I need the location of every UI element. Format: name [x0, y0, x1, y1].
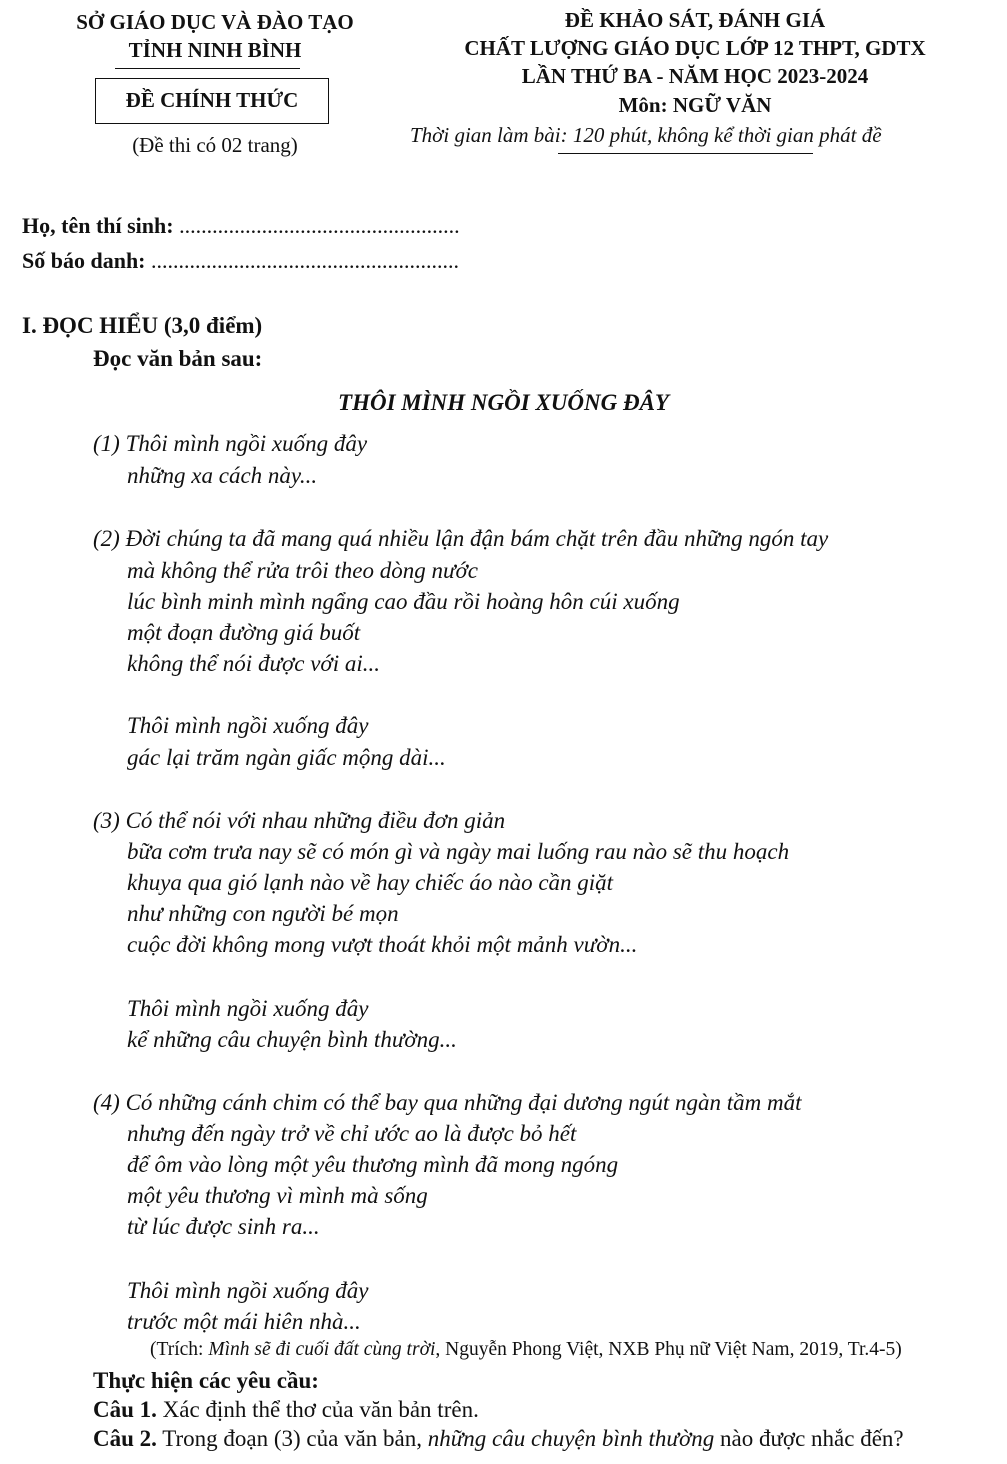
- candidate-name-field[interactable]: ...................................................: [179, 213, 460, 238]
- source-citation: [150, 1339, 902, 1361]
- reading-instruction: Đọc văn bản sau:: [93, 346, 263, 371]
- poem-line: (3) Có thể nói với nhau những điều đơn giản: [93, 808, 506, 833]
- poem-line: cuộc đời không mong vượt thoát khỏi một mảnh vườn...: [127, 932, 638, 957]
- section-heading: I. ĐỌC HIỂU (3,0 điểm): [22, 313, 263, 338]
- poem-line: gác lại trăm ngàn giấc mộng dài...: [127, 745, 446, 770]
- official-exam-box: [95, 78, 329, 124]
- poem-line: từ lúc được sinh ra...: [127, 1214, 320, 1239]
- poem-refrain: Thôi mình ngồi xuống đây: [127, 1278, 369, 1303]
- poem-line: một yêu thương vì mình mà sống: [127, 1183, 428, 1208]
- header-right-underline: [558, 153, 813, 154]
- poem-title: THÔI MÌNH NGỒI XUỐNG ĐÂY: [338, 390, 669, 415]
- poem-refrain: Thôi mình ngồi xuống đây: [127, 996, 369, 1021]
- candidate-id-field[interactable]: ........................................................: [151, 248, 460, 273]
- question-2-emphasis: những câu chuyện bình thường: [427, 1426, 715, 1451]
- question-2-label: Câu 2.: [93, 1426, 157, 1451]
- exam-subject: Môn: NGỮ VĂN: [618, 93, 772, 117]
- candidate-id-label: Số báo danh:: [22, 248, 152, 273]
- citation-prefix: (Trích:: [150, 1339, 209, 1360]
- poem-line: (2) Đời chúng ta đã mang quá nhiều lận đận bám chặt trên đầu những ngón tay: [93, 526, 829, 551]
- pages-note: (Đề thi có 02 trang): [132, 133, 298, 157]
- candidate-name-label: Họ, tên thí sinh:: [22, 213, 180, 238]
- citation-book-title: Mình sẽ đi cuối đất cùng trời: [208, 1339, 436, 1360]
- question-2-text: Trong đoạn (3) của văn bản,: [156, 1426, 428, 1451]
- exam-title: ĐỀ KHẢO SÁT, ĐÁNH GIÁ: [564, 8, 826, 32]
- question-1-label: Câu 1.: [93, 1397, 157, 1422]
- citation-details: , Nguyễn Phong Việt, NXB Phụ nữ Việt Nam, 2019, Tr.4-5): [435, 1339, 902, 1360]
- candidate-id-row: [22, 248, 459, 274]
- poem-line: để ôm vào lòng một yêu thương mình đã mong ngóng: [127, 1152, 619, 1177]
- poem-line: như những con người bé mọn: [127, 901, 399, 926]
- official-exam-label: ĐỀ CHÍNH THỨC: [125, 88, 299, 112]
- exam-scope: CHẤT LƯỢNG GIÁO DỤC LỚP 12 THPT, GDTX: [464, 36, 926, 60]
- poem-line: một đoạn đường giá buốt: [127, 620, 361, 645]
- poem-line: mà không thể rửa trôi theo dòng nước: [127, 558, 479, 583]
- poem-line: khuya qua gió lạnh nào về hay chiếc áo nào cần giặt: [127, 870, 614, 895]
- candidate-name-row: [22, 213, 460, 239]
- poem-line: kể những câu chuyện bình thường...: [127, 1027, 457, 1052]
- poem-line: (1) Thôi mình ngồi xuống đây: [93, 431, 368, 456]
- question-2: [93, 1426, 904, 1452]
- poem-line: những xa cách này...: [127, 463, 318, 488]
- poem-line: nhưng đến ngày trở về chỉ ước ao là được bỏ hết: [127, 1121, 577, 1146]
- province-name: TỈNH NINH BÌNH: [128, 38, 302, 62]
- poem-line: lúc bình minh mình ngẩng cao đầu rồi hoàng hôn cúi xuống: [127, 589, 680, 614]
- poem-line: trước một mái hiên nhà...: [127, 1309, 361, 1334]
- question-2-text-end: nào được nhắc đến?: [714, 1426, 904, 1451]
- poem-line: không thể nói được với ai...: [127, 651, 380, 676]
- exam-round: LẦN THỨ BA - NĂM HỌC 2023-2024: [521, 64, 869, 88]
- header-left-underline: [115, 68, 300, 69]
- poem-line: (4) Có những cánh chim có thể bay qua những đại dương ngút ngàn tầm mắt: [93, 1090, 802, 1115]
- poem-refrain: Thôi mình ngồi xuống đây: [127, 713, 369, 738]
- department-name: SỞ GIÁO DỤC VÀ ĐÀO TẠO: [76, 10, 354, 34]
- question-1: [93, 1397, 479, 1423]
- tasks-heading: Thực hiện các yêu cầu:: [93, 1368, 319, 1393]
- exam-time: Thời gian làm bài: 120 phút, không kể thời gian phát đề: [410, 123, 882, 147]
- question-1-text: Xác định thể thơ của văn bản trên.: [156, 1397, 479, 1422]
- poem-line: bữa cơm trưa nay sẽ có món gì và ngày mai luống rau nào sẽ thu hoạch: [127, 839, 790, 864]
